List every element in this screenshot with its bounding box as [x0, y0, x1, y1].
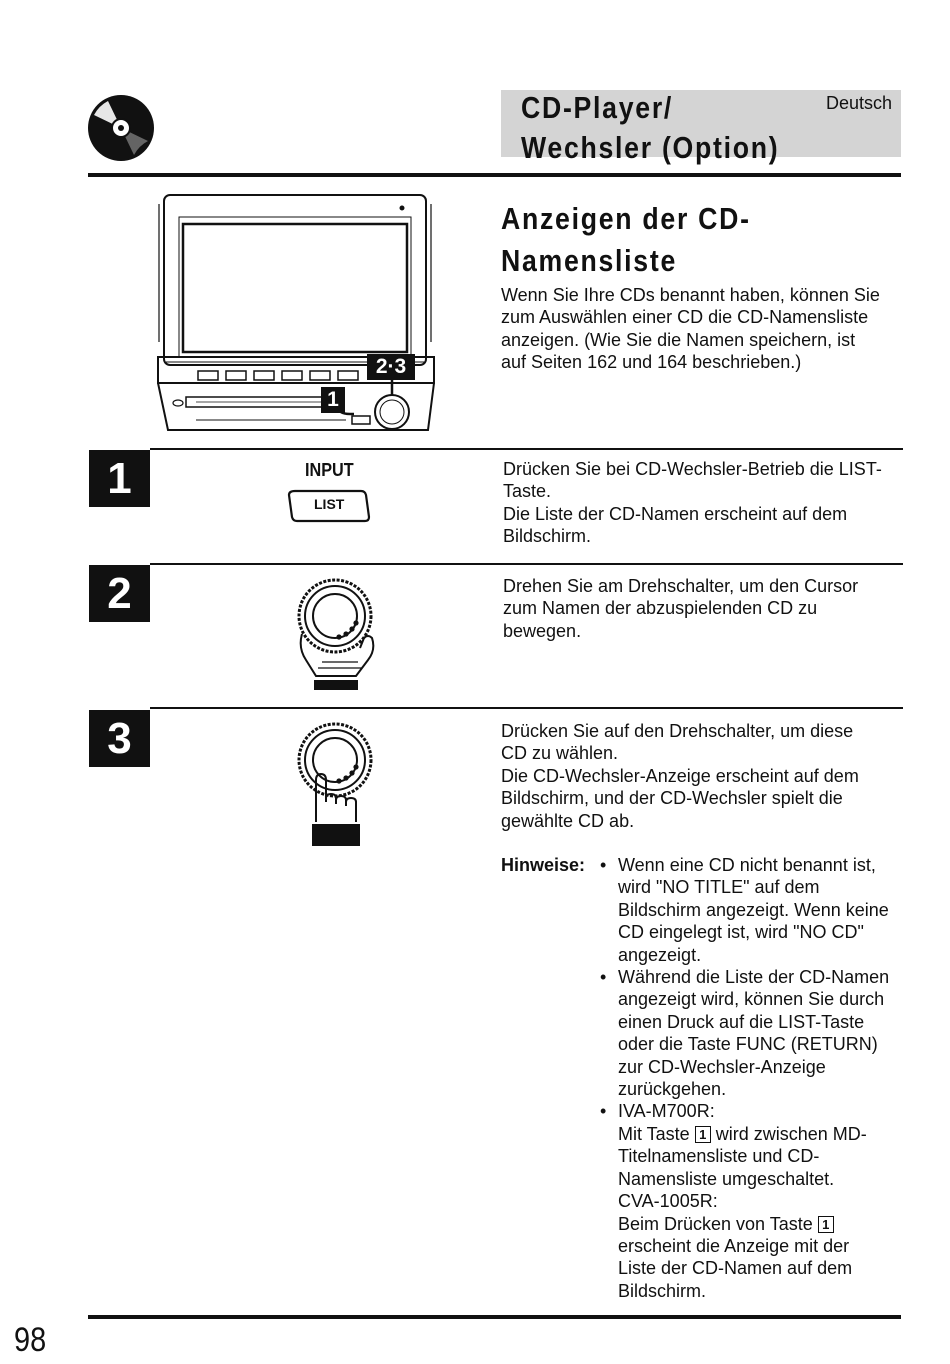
note-line: Bildschirm angezeigt. Wenn keine: [618, 899, 889, 920]
note-item: [600, 1100, 905, 1302]
step-2-line: bewegen.: [503, 620, 582, 641]
step-2-line: zum Namen der abzuspielenden CD zu: [503, 598, 818, 619]
key-1-icon: 1: [695, 1126, 711, 1143]
note-text: Beim Drücken von Taste: [618, 1213, 813, 1234]
step-3-line: Bildschirm, und der CD-Wechsler spielt die: [501, 788, 843, 809]
note-model: IVA-M700R:: [618, 1101, 715, 1122]
notes-list: [600, 854, 905, 1302]
step-2-line: Drehen Sie am Drehschalter, um den Cursor: [503, 576, 859, 596]
intro-line: auf Seiten 162 und 164 beschrieben.): [501, 352, 802, 373]
note-line: Namensliste umgeschaltet.: [618, 1168, 835, 1189]
step-1-number: 1: [89, 450, 150, 507]
note-line: oder die Taste FUNC (RETURN): [618, 1034, 878, 1055]
section-title-line-1: CD-Player/: [521, 90, 674, 125]
note-line: Bildschirm.: [618, 1280, 707, 1301]
note-line: Liste der CD-Namen auf dem: [618, 1258, 853, 1279]
step-1-line: Taste.: [503, 481, 552, 502]
input-button-label: INPUT: [305, 460, 354, 480]
head-unit-illustration: [156, 192, 436, 437]
step-3-line: gewählte CD ab.: [501, 810, 635, 831]
intro-line: anzeigen. (Wie Sie die Namen speichern, ist: [501, 329, 856, 350]
note-item: [600, 854, 905, 966]
step-2-divider: [150, 563, 903, 565]
step-1-line: Die Liste der CD-Namen erscheint auf dem: [503, 503, 848, 524]
step-2-number: 2: [89, 565, 150, 622]
intro-line: zum Auswählen einer CD die CD-Namensliste: [501, 307, 869, 328]
note-text: Mit Taste: [618, 1123, 690, 1144]
bullet: •: [600, 1101, 607, 1122]
intro-line: Wenn Sie Ihre CDs benannt haben, können Sie: [501, 285, 880, 305]
notes-label: Hinweise:: [501, 855, 586, 875]
note-line: [618, 1213, 905, 1235]
step-1-line: Bildschirm.: [503, 526, 592, 547]
note-line: [618, 1123, 905, 1145]
note-line: CD eingelegt ist, wird "NO CD": [618, 922, 864, 943]
list-button-label: LIST: [314, 496, 345, 512]
intro-paragraph: [501, 284, 880, 374]
page-heading: [501, 198, 751, 282]
step-1-divider: [150, 448, 903, 450]
step-2-text: [503, 575, 858, 642]
note-line: zur CD-Wechsler-Anzeige: [618, 1056, 826, 1077]
callout-step-1: 1: [321, 387, 345, 413]
note-line: erscheint die Anzeige mit der: [618, 1235, 850, 1256]
step-3-number: 3: [89, 710, 150, 767]
footer-divider: [88, 1315, 901, 1319]
step-1-line: Drücken Sie bei CD-Wechsler-Betrieb die LIST-: [503, 459, 882, 479]
note-line: wird "NO TITLE" auf dem: [618, 877, 820, 898]
step-3-line: CD zu wählen.: [501, 743, 619, 764]
cd-disc-icon: [86, 93, 156, 163]
page-number: 98: [14, 1321, 47, 1359]
section-title-line-2: Wechsler (Option): [521, 130, 780, 165]
note-line: einen Druck auf die LIST-Taste: [618, 1011, 865, 1032]
note-line: Wenn eine CD nicht benannt ist,: [618, 855, 876, 875]
bullet: •: [600, 967, 607, 988]
note-model: CVA-1005R:: [618, 1191, 718, 1212]
step-3-text: [501, 720, 859, 832]
header-divider: [88, 173, 901, 177]
note-line: angezeigt wird, können Sie durch: [618, 989, 885, 1010]
page-heading-line-1: Anzeigen der CD-: [501, 201, 751, 236]
step-3-divider: [150, 707, 903, 709]
note-line: Titelnamensliste und CD-: [618, 1146, 820, 1167]
step-3-line: Drücken Sie auf den Drehschalter, um diese: [501, 721, 854, 741]
section-title: [521, 88, 779, 168]
step-1-text: [503, 458, 882, 548]
rotary-knob-press-icon: [292, 718, 382, 850]
language-label: Deutsch: [826, 93, 893, 113]
note-line: angezeigt.: [618, 944, 702, 965]
key-1-icon: 1: [818, 1216, 834, 1233]
rotary-knob-turn-icon: [292, 576, 382, 694]
note-line: zurückgehen.: [618, 1079, 727, 1100]
page-heading-line-2: Namensliste: [501, 243, 677, 278]
note-text: wird zwischen MD-: [715, 1123, 867, 1144]
note-line: Während die Liste der CD-Namen: [618, 967, 890, 988]
note-item: [600, 966, 905, 1100]
bullet: •: [600, 855, 607, 875]
callout-step-2-3: 2·3: [367, 354, 415, 380]
step-3-line: Die CD-Wechsler-Anzeige erscheint auf dem: [501, 765, 859, 786]
